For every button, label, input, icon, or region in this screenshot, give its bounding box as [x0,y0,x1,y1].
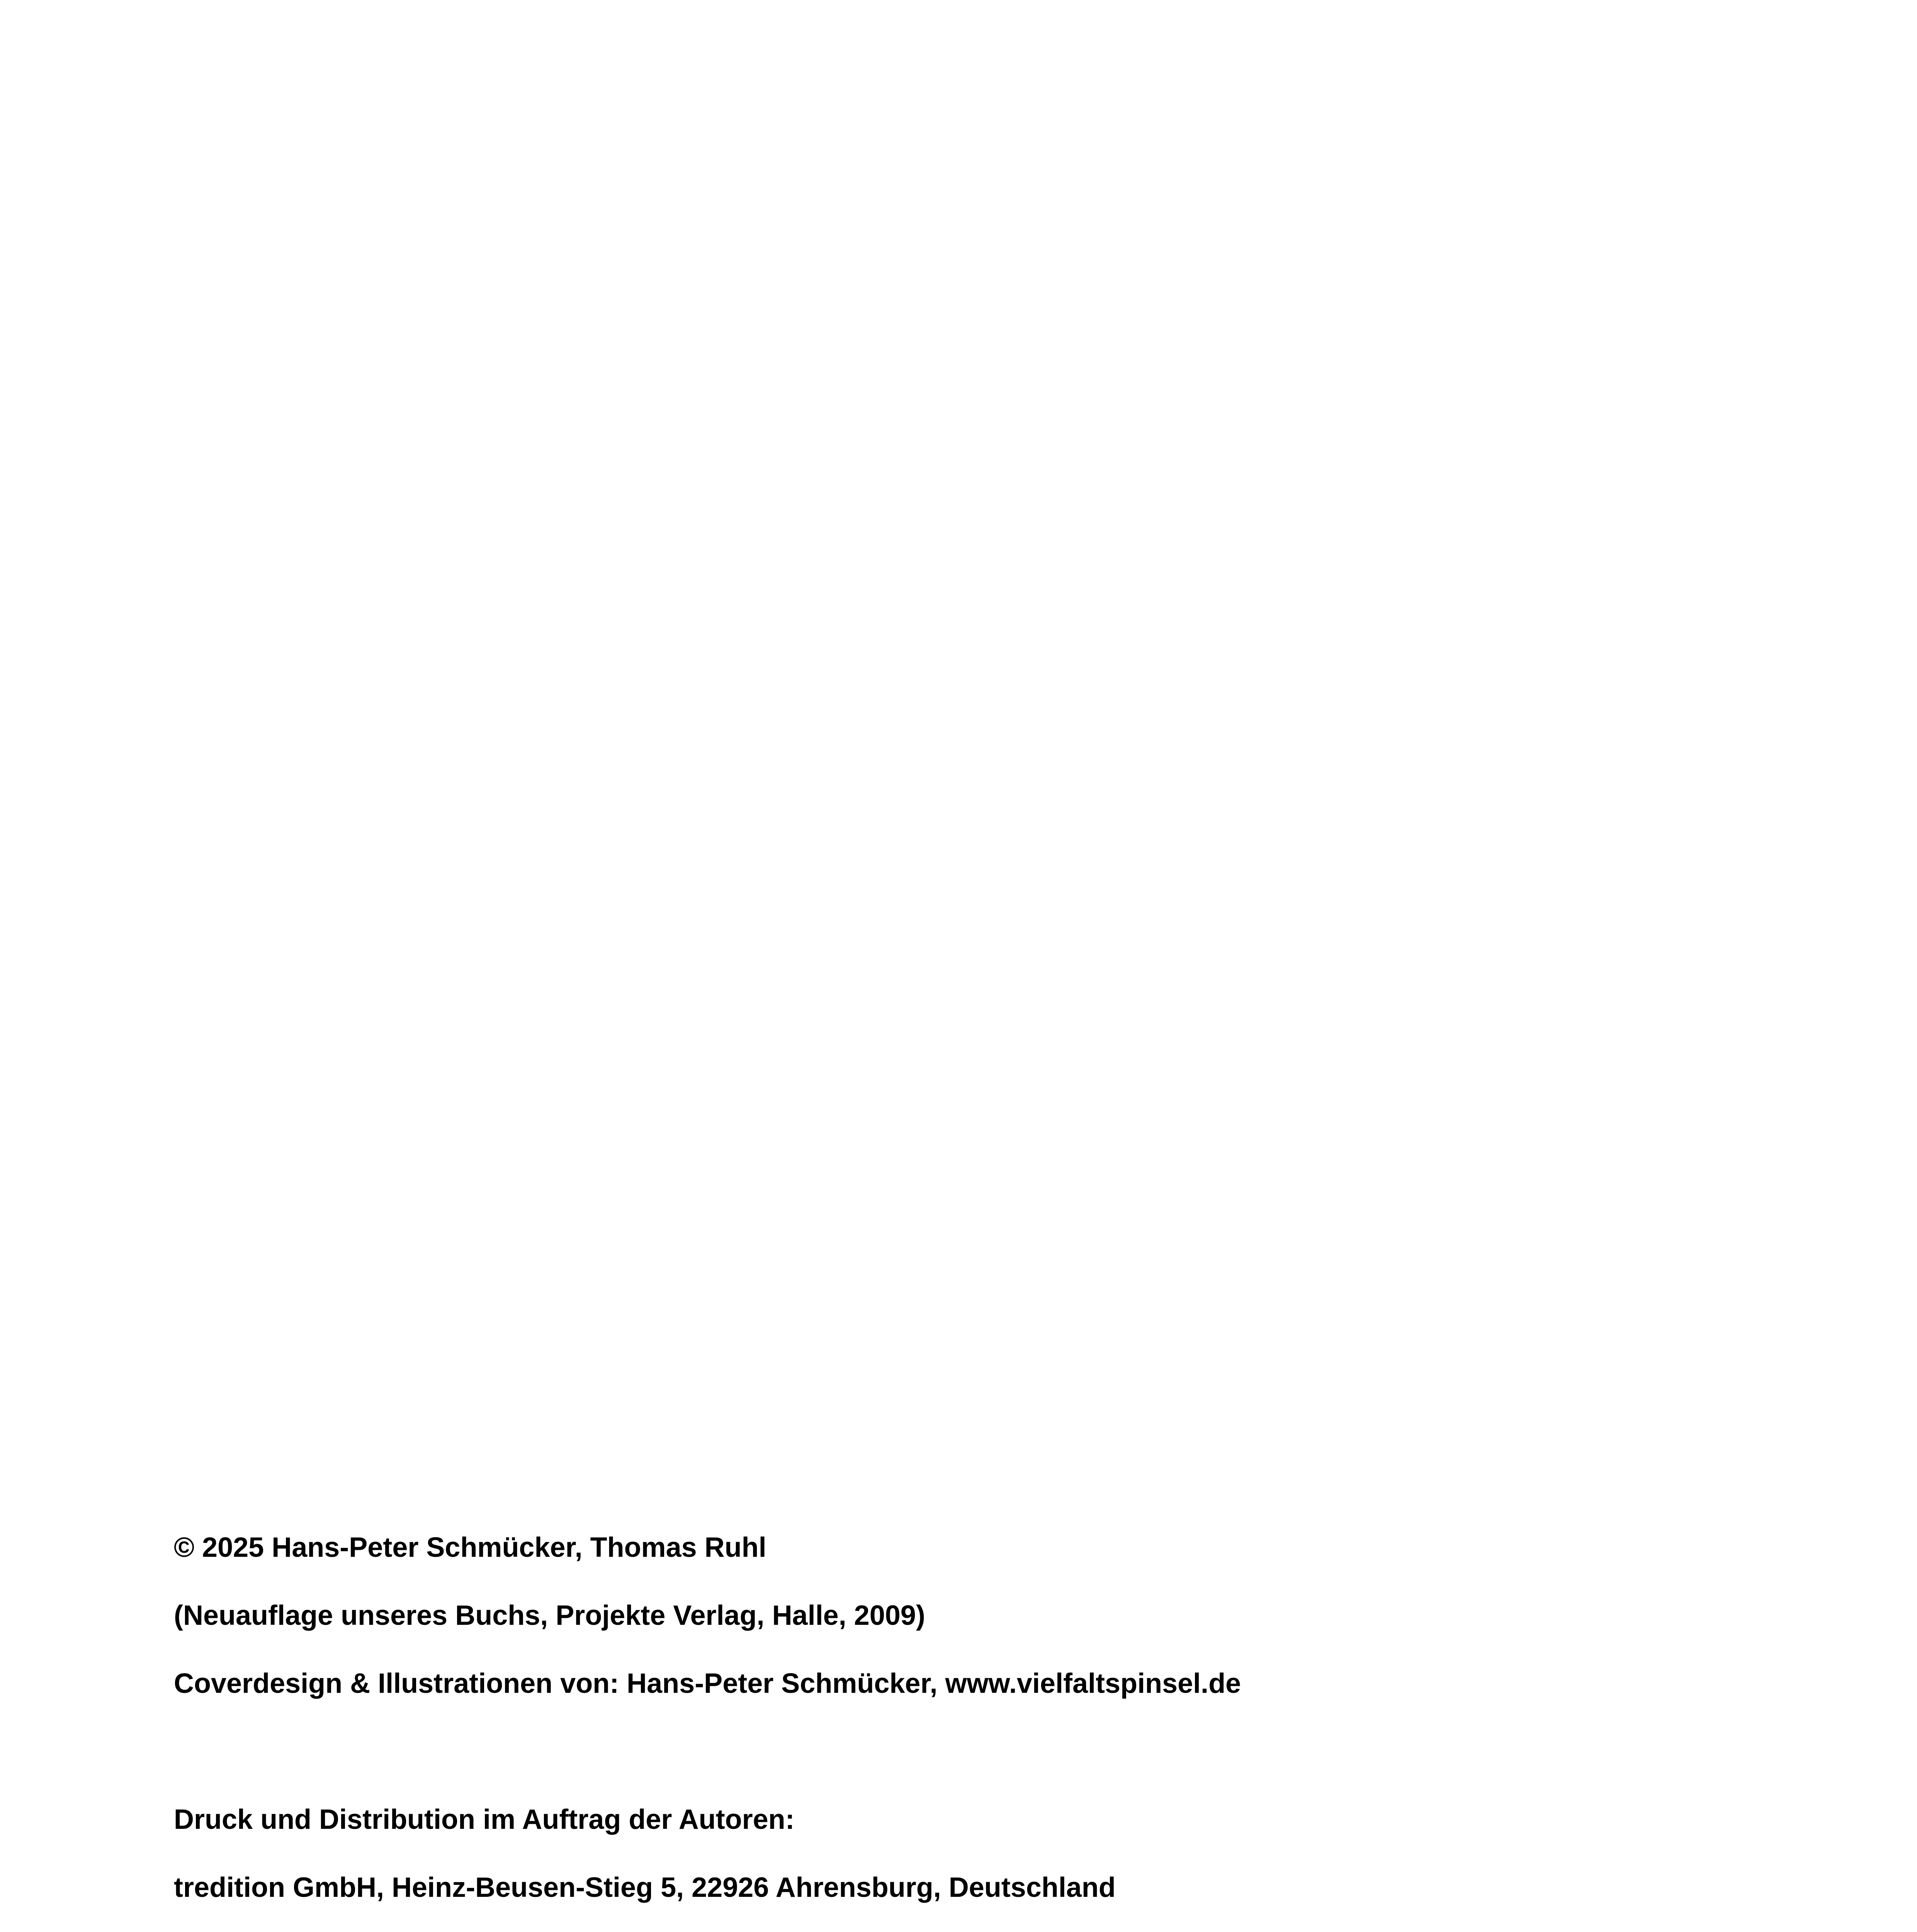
imprint-block [174,1528,1835,1932]
copyright-line: © 2025 Hans-Peter Schmücker, Thomas Ruhl [174,1532,766,1563]
cover-credit: Coverdesign & Illustrationen von: Hans-Peter Schmücker, www.vielfaltspinsel.de [174,1668,1241,1699]
paragraph-spacer [174,1732,1835,1800]
print-heading: Druck und Distribution im Auftrag der Autoren: [174,1804,795,1835]
printer-address: tredition GmbH, Heinz-Beusen-Stieg 5, 22926 Ahrensburg, Deutschland [174,1872,1116,1903]
edition-note: (Neuauflage unseres Buchs, Projekte Verlag, Halle, 2009) [174,1600,925,1631]
